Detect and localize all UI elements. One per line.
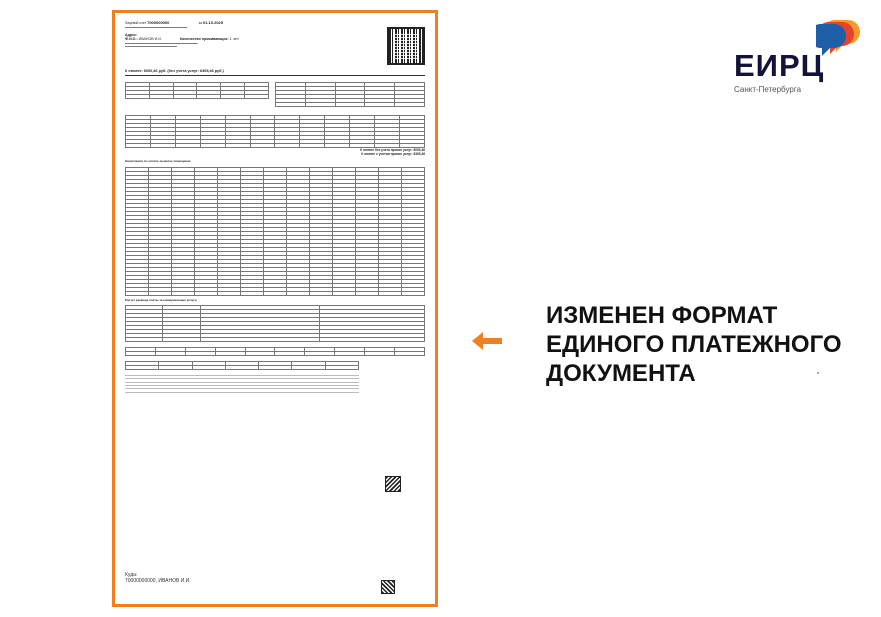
sum-without-label: К оплате без учета прочих услуг: bbox=[360, 147, 413, 152]
sum-with-line bbox=[125, 153, 425, 157]
period-label: за bbox=[198, 21, 203, 25]
document-header bbox=[125, 21, 425, 67]
summary-table-right bbox=[275, 82, 425, 107]
address-fineprint: ▬▬▬▬▬▬▬▬▬▬▬▬▬▬▬▬▬▬▬▬▬▬▬▬▬▬▬▬ bbox=[125, 41, 198, 45]
residents-label: Количество проживающих: bbox=[179, 37, 229, 42]
account-number: 7000000000 bbox=[147, 20, 170, 25]
section-payments-title: Расчет размера платы за коммунальные услуги bbox=[125, 297, 197, 302]
total-amount-line: К оплате: 6000,46 руб. (без учета услуг: 6305,46 руб.) bbox=[125, 69, 425, 76]
charges-table bbox=[125, 115, 425, 148]
name-label: Ф.И.О.: bbox=[125, 37, 138, 42]
header-fineprint: ▬▬▬▬▬▬▬▬▬▬▬▬▬▬▬▬▬▬▬▬▬▬▬▬ bbox=[125, 25, 188, 29]
qr-code-icon bbox=[387, 27, 425, 65]
decorative-dot bbox=[817, 372, 819, 374]
residents-value: 1 чел bbox=[229, 37, 239, 42]
arrow-left-icon bbox=[470, 330, 504, 352]
fineprint-lines bbox=[125, 372, 359, 392]
headline-line-3: ДОКУМЕНТА bbox=[546, 360, 696, 387]
meters-table bbox=[125, 347, 425, 356]
name-value: ИВАНОВ И.И. bbox=[138, 37, 162, 42]
address-label: Адрес: bbox=[125, 32, 138, 37]
headline bbox=[546, 301, 876, 388]
period-value: 01.10.2025 bbox=[202, 20, 223, 25]
summary-tables bbox=[125, 79, 425, 107]
footer-recipient: 70000000000, ИВАНОВ И.И. bbox=[125, 578, 191, 584]
summary-table-left bbox=[125, 82, 269, 99]
providers-table bbox=[125, 305, 425, 342]
sum-with-label: К оплате с учетом прочих услуг: bbox=[361, 152, 413, 157]
logo-subtitle: Санкт-Петербурга bbox=[734, 85, 802, 94]
services-table bbox=[125, 167, 425, 296]
footer-qr-code-icon bbox=[381, 580, 395, 594]
sum-with-value: 6305,46 bbox=[413, 152, 425, 157]
headline-line-2: ЕДИНОГО ПЛАТЕЖНОГО bbox=[546, 331, 842, 358]
account-label: Лицевой счет bbox=[125, 21, 147, 25]
additional-table bbox=[125, 361, 359, 370]
payment-document bbox=[125, 21, 425, 596]
footer-where-label: Куда: bbox=[125, 572, 138, 578]
address-block: Адрес: Ф.И.О.: ИВАНОВ И.И. Количество проживающих: 1 чел ▬▬▬▬▬▬▬▬▬▬▬▬▬▬▬▬▬▬▬▬▬▬▬▬▬▬▬▬ ▬▬▬▬▬▬▬▬▬▬▬▬▬▬▬▬▬▬▬▬ bbox=[125, 33, 425, 48]
payment-document-preview bbox=[112, 10, 438, 607]
sum-without-value: 6000,46 bbox=[413, 147, 425, 152]
document-footer bbox=[125, 572, 425, 596]
eirc-logo bbox=[730, 18, 865, 98]
section-services-title: Начисления по оплате за жилое помещение bbox=[125, 159, 191, 164]
headline-line-1: ИЗМЕНЕН ФОРМАТ bbox=[546, 302, 778, 329]
logo-text: ЕИРЦ bbox=[734, 48, 825, 83]
qr-code-small-icon bbox=[385, 476, 401, 492]
